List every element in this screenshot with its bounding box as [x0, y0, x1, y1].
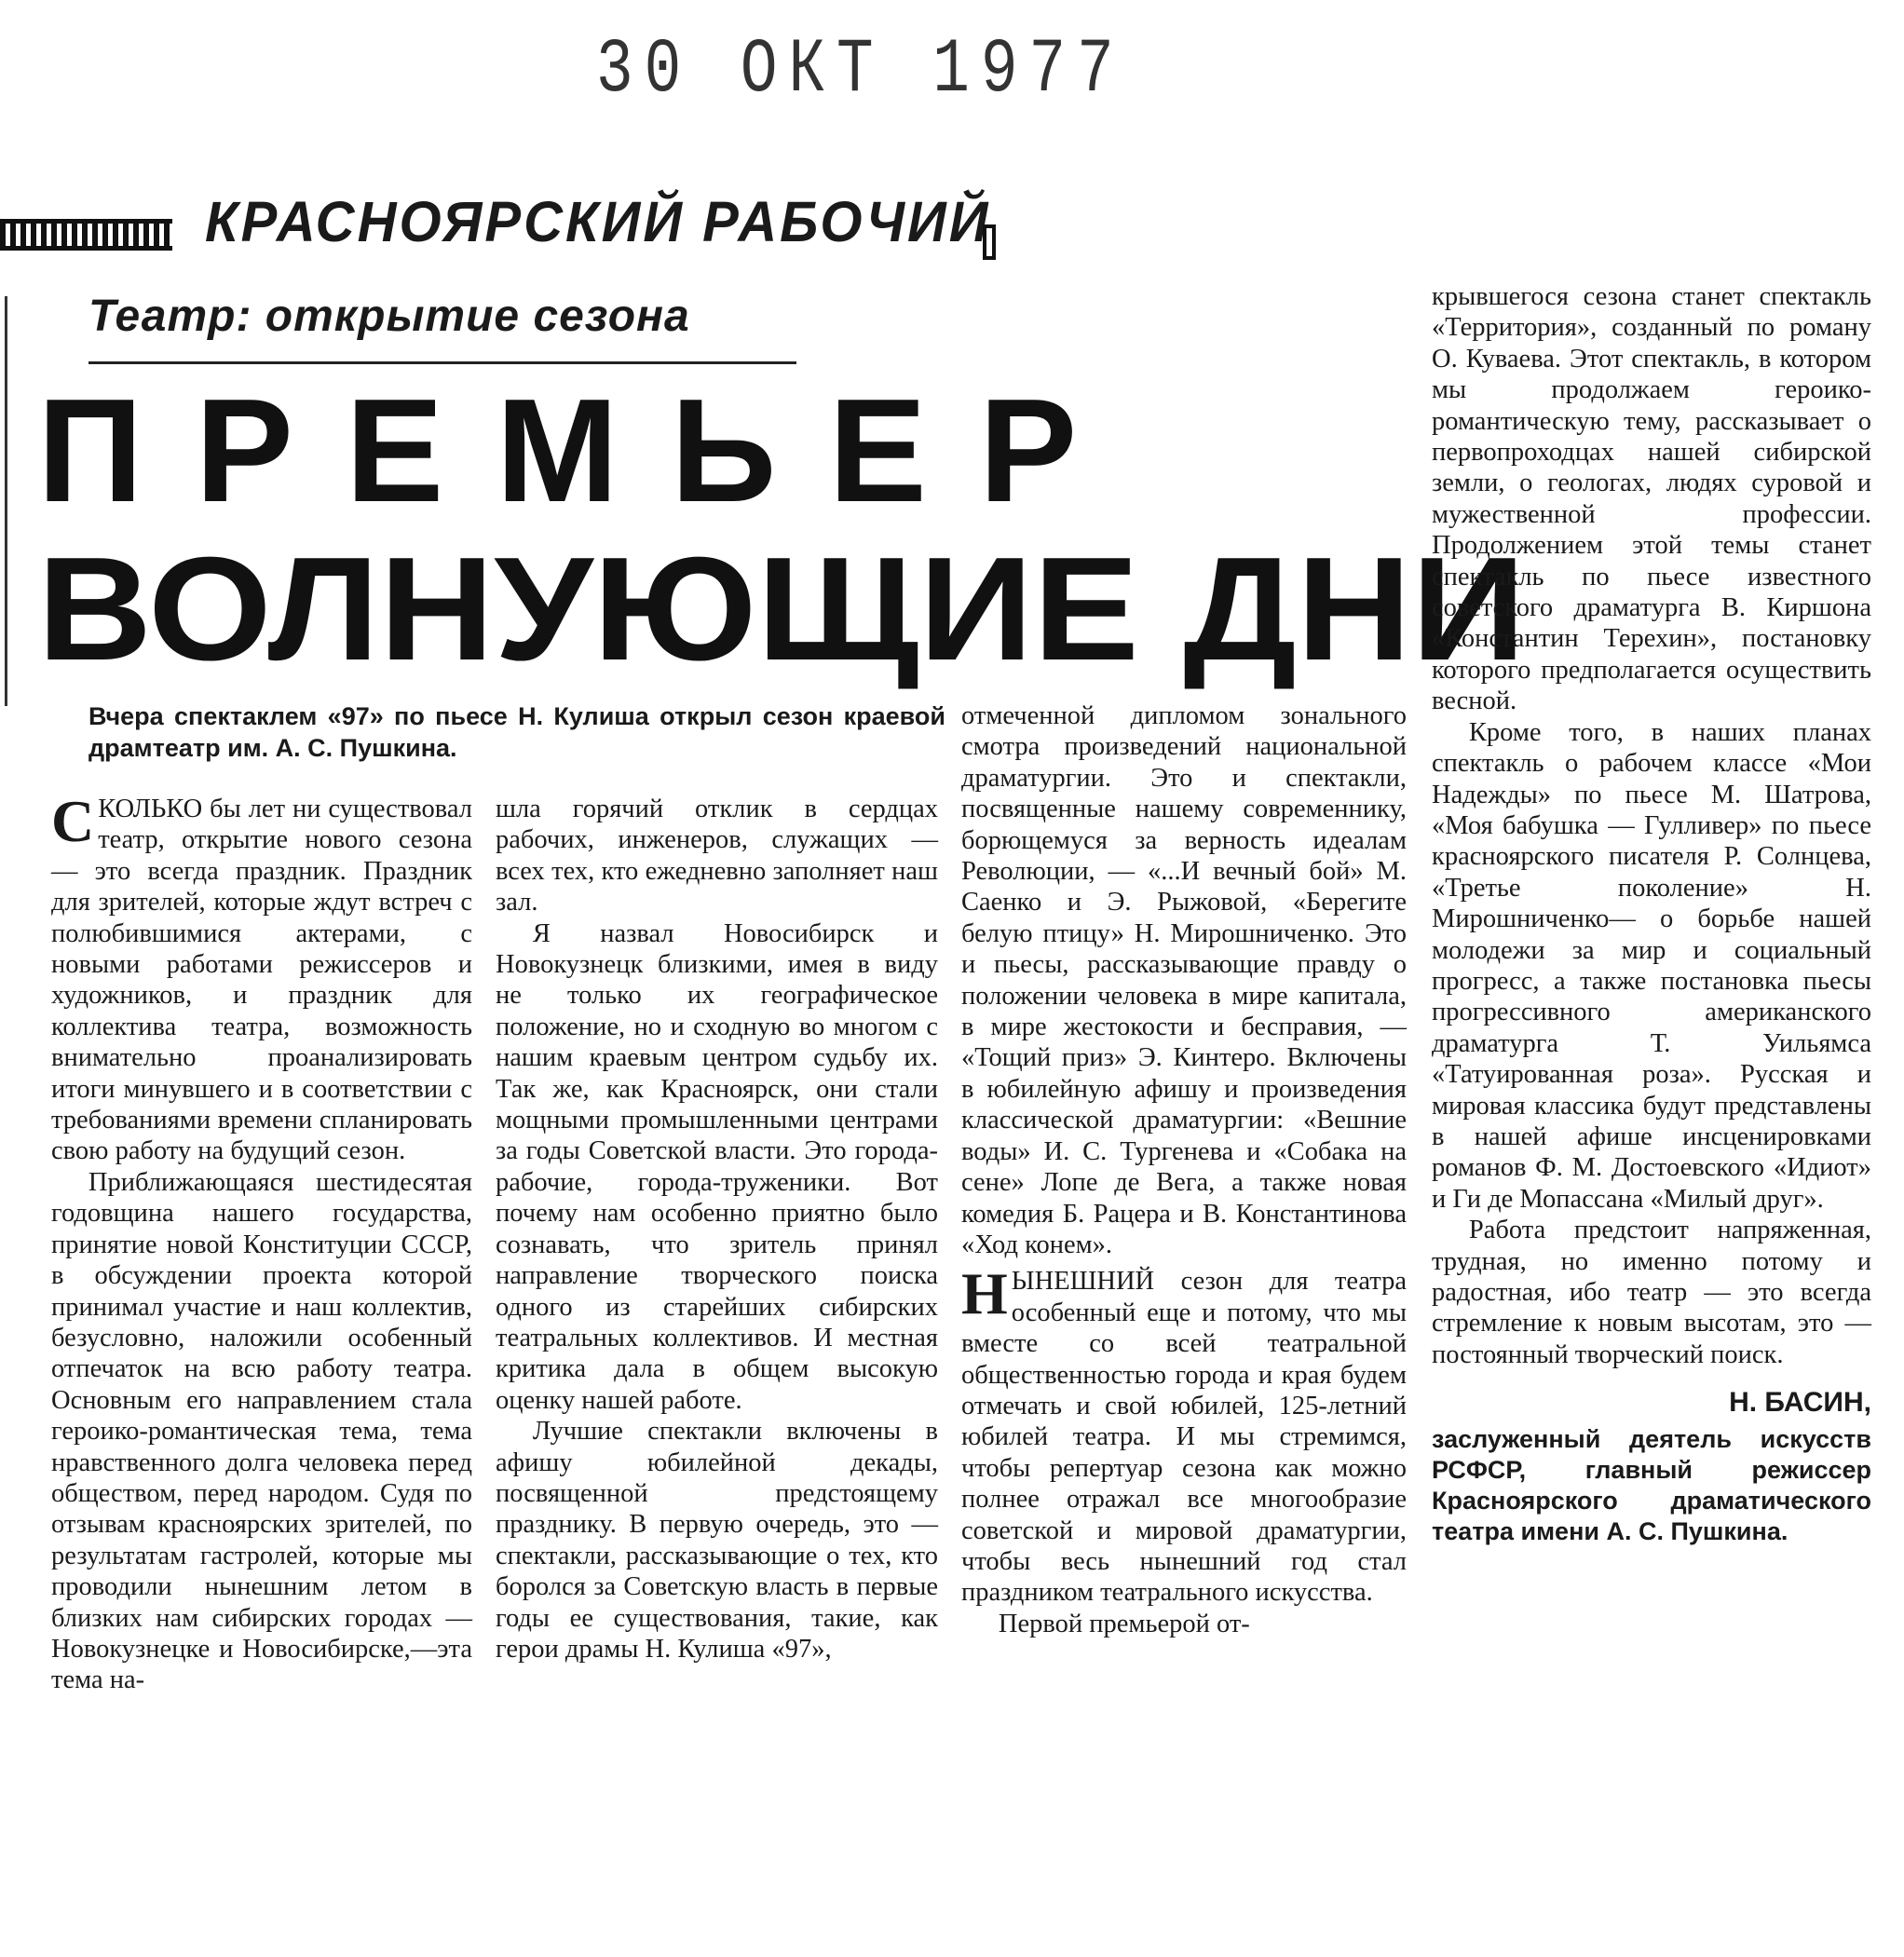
lead-paragraph: Вчера спектаклем «97» по пьесе Н. Кулиша открыл сезон краевой драмтеатр им. А. С. Пушкина.: [88, 702, 945, 762]
drop-cap: Н: [961, 1260, 1008, 1327]
paragraph: Лучшие спектакли включены в афишу юбилейной декады, посвященной предстоящему празднику. В первую очередь, это — спектакли, рассказывающие о тех, кто боролся за Советскую власть в первые годы ее существования, такие, как герои драмы Н. Кулиша «97»,: [496, 1417, 938, 1664]
paragraph: Кроме того, в наших планах спектакль о рабочем классе «Мои Надежды» по пьесе М. Шатрова, «Моя бабушка — Гулливер» по пьесе красноярского писателя Р. Солнцева, «Третье поколение» Н. Мирошниченко— о борьбе нашей молодежи за мир и социальный прогресс, а также постановка пьесы прогрессивного американского драматурга Т. Уильямса «Татуированная роза». Русская и мировая классика будут представлены в нашей афише инсценировками романов Ф. М. Достоевского «Идиот» и Ги де Мопассана «Милый друг».: [1432, 717, 1871, 1214]
author-name: Н. БАСИН,: [1729, 1387, 1871, 1419]
newspaper-masthead: [0, 191, 1015, 261]
article-column-2: [496, 794, 938, 1665]
newspaper-title: КРАСНОЯРСКИЙ РАБОЧИЙ: [205, 190, 991, 254]
paragraph: Я назвал Новосибирск и Новокузнецк близкими, имея в виду не только их географическое положение, но и сходную во многом с нашим краевым центром судьбу их. Так же, как Красноярск, они стали мощными промышленными центрами за годы Советской власти. Это города-рабочие, города-труженики. Вот почему нам особенно приятно было сознавать, что зритель принял направление творческого поиска одного из старейших сибирских театральных коллективов. И местная критика дала в общем высокую оценку нашей работе.: [496, 918, 938, 1415]
paragraph: [961, 1260, 1407, 1608]
article-column-3: [961, 700, 1407, 1639]
paragraph: Приближающаяся шестидесятая годовщина нашего государства, принятие новой Конституции СССР, в обсуждении проекта которой принимал участие и наш коллектив, безусловно, наложили особенный отпечаток на всю работу театра. Основным его направлением стала героико-романтическая тема, тема нравственного долга человека перед обществом, перед народом. Судя по отзывам красноярских зрителей, по результатам гастролей, которые мы проводили нынешним летом в близких нам сибирских городах — Новокузнецке и Новосибирске,—эта тема на-: [51, 1167, 472, 1695]
drop-cap: С: [51, 788, 95, 854]
paragraph-text: КОЛЬКО бы лет ни существовал театр, открытие нового сезона — это всегда праздник. Праздник для зрителей, которые ждут встреч с полюбившимися актерами, с новыми работами режиссеров и художников, и праздник для коллектива театра, возможность внимательно проанализировать итоги минувшего и в соответствии с требованиями времени спланировать свою работу на будущий сезон.: [51, 795, 472, 1166]
paragraph: Первой премьерой от-: [998, 1609, 1250, 1638]
rubric-underline: [88, 361, 796, 364]
author-title: заслуженный деятель искусств РСФСР, главный режиссер Красноярского драматического театра имени А. С. Пушкина.: [1432, 1424, 1871, 1545]
masthead-ornament: [0, 219, 172, 251]
paragraph: Работа предстоит напряженная, трудная, но именно потому и радостная, ибо театр — это всегда стремление к новым высотам, это — постоянный творческий поиск.: [1432, 1216, 1871, 1369]
paragraph: крывшегося сезона станет спектакль «Территория», созданный по роману О. Куваева. Этот спектакль, в котором мы продолжаем героико-романтическую тему, рассказывает о первопроходцах нашей сибирской земли, о геологах, людях суровой и мужественной профессии. Продолжением этой темы станет спектакль по пьесе известного советского драматурга В. Киршона «Константин Терехин», постановку которого предполагается осуществить весной.: [1432, 282, 1871, 716]
article-column-1: [51, 788, 472, 1696]
masthead-mark: [983, 224, 996, 260]
paragraph: шла горячий отклик в сердцах рабочих, инженеров, служащих — всех тех, кто ежедневно заполняет наш зал.: [496, 795, 938, 917]
headline-line-1: ПРЕМЬЕР: [37, 369, 1130, 533]
section-rubric: Театр: открытие сезона: [88, 292, 690, 341]
article-column-4: [1432, 281, 1871, 1547]
paragraph-text: ЫНЕШНИЙ сезон для театра особенный еще и потому, что мы вместе со всей театральной общественностью города и края будем отмечать и свой юбилей, 125-летний юбилей театра. И мы стремимся, чтобы репертуар сезона как можно полнее отражал все многообразие советской и мировой драматургии, чтобы весь нынешний год стал праздником театрального искусства.: [961, 1267, 1407, 1608]
date-stamp: 30 ОКТ 1977: [596, 26, 1125, 114]
headline-line-2: ВОЛНУЮЩИЕ ДНИ: [37, 527, 1526, 691]
paragraph: [51, 788, 472, 1167]
paragraph: отмеченной дипломом зонального смотра произведений национальной драматургии. Это и спектакли, посвященные нашему современнику, борющемуся за верность идеалам Революции, — «...И вечный бой» М. Саенко и Э. Рыжовой, «Берегите белую птицу» Н. Мирошниченко. Это и пьесы, рассказывающие правду о положении человека в мире капитала, в мире жестокости и бесправия, — «Тощий приз» Э. Кинтеро. Включены в юбилейную афишу и произведения классической драматургии: «Вешние воды» И. С. Тургенева и «Собака на сене» Лопе де Вега, а также новая комедия Б. Рацера и В. Константинова «Ход конем».: [961, 701, 1407, 1259]
vertical-rule: [5, 296, 7, 706]
